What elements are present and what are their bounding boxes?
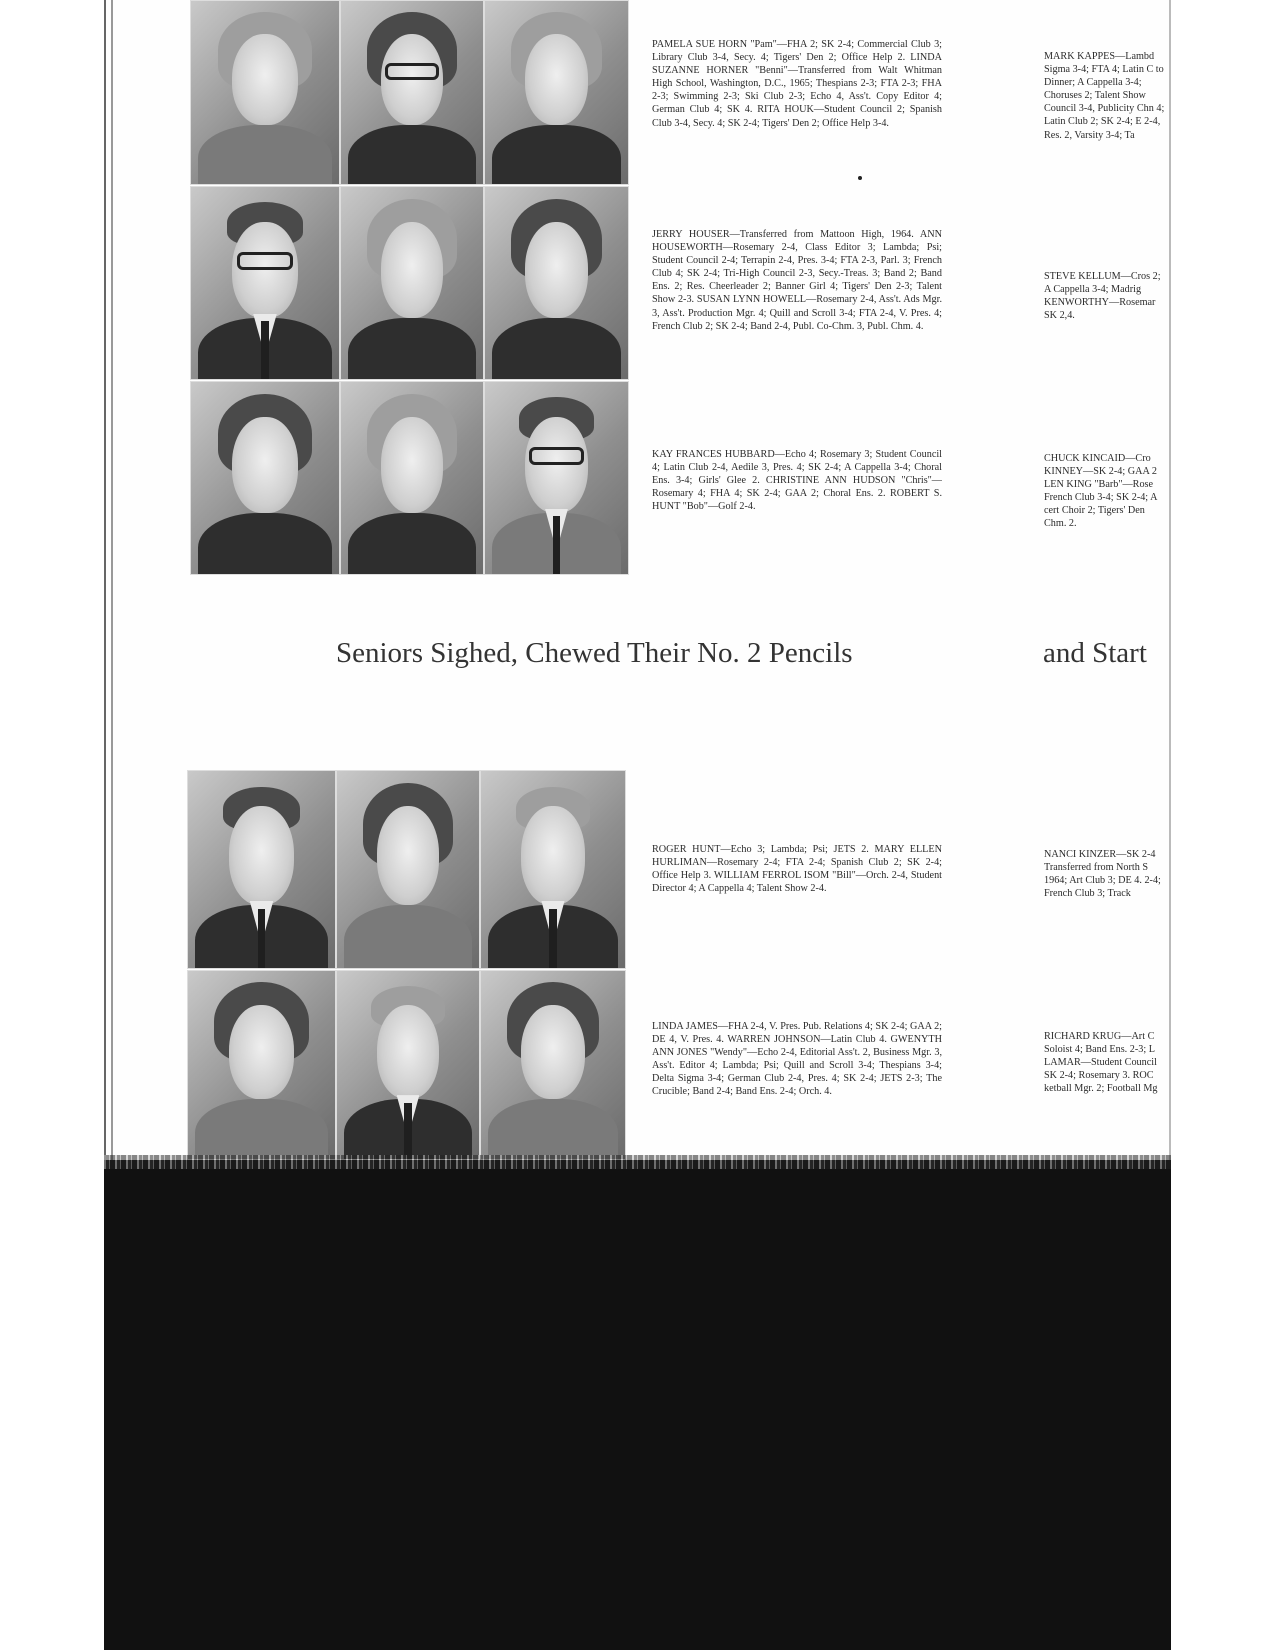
bio-kincaid-partial: CHUCK KINCAID—Cro KINNEY—SK 2-4; GAA 2 LEN KING "Barb"—Rose French Club 3-4; SK 2-4; A cert Choir 2; Tigers' Den Chm. 2. — [1044, 453, 1157, 530]
bio-horn-horner-houk: PAMELA SUE HORN "Pam"—FHA 2; SK 2-4; Commercial Club 3; Library Club 3-4, Secy. 4; Tigers' Den 2; Office Help 2. LINDA SUZANNE HORNER "Benni"—Transferred from Walt Whitman High School, Washington, D.C., 1965; Thespians 2-3; FTA 2-3; FHA 2-3; Swimming 2-3; Ski Club 2-3; Echo 4, Ass't. Copy Editor 4; German Club 4; SK 4. RITA HOUK—Student Council 2; Spanish Club 3-4, Secy. 4; SK 2-4; Tigers' Den 2; Office Help 3-4. — [652, 39, 942, 129]
scan-edge-noise — [104, 1155, 1171, 1169]
portrait-pamela-horn — [190, 0, 340, 185]
bio-kinzer-partial: NANCI KINZER—SK 2-4 Transferred from North S 1964; Art Club 3; DE 4. 2-4; French Club 3; Track — [1044, 849, 1161, 900]
page-spine-left — [104, 0, 106, 1160]
portrait-jerry-houser — [190, 186, 340, 380]
bio-hunt-hurliman-isom: ROGER HUNT—Echo 3; Lambda; Psi; JETS 2. MARY ELLEN HURLIMAN—Rosemary 2-4; FTA 2-4; Spanish Club 2; SK 2-4; Office Help 3. WILLIAM FERROL ISOM "Bill"—Orch. 2-4, Student Director 4; A Cappella 4; Talent Show 2-4. — [652, 844, 942, 895]
portrait-william-isom — [480, 770, 626, 969]
portrait-rita-houk — [484, 0, 629, 185]
bio-james-johnson-jones: LINDA JAMES—FHA 2-4, V. Pres. Pub. Relations 4; SK 2-4; GAA 2; DE 4, V. Pres. 4. WARREN JOHNSON—Latin Club 4. GWENYTH ANN JONES "Wendy"—Echo 2-4, Editorial Ass't. 2, Business Mgr. 3, Ass't. Editor 4; Lambda; Psi; Quill and Scroll 3-4; Thespians 3-4; Delta Sigma 3-4; German Club 2-4, Pres. 4; SK 2-4; JETS 2-3; The Crucible; Band 2-4; Band Ens. 2-4; Orch. 4. — [652, 1021, 942, 1098]
bio-kappes-partial: MARK KAPPES—Lambd Sigma 3-4; FTA 4; Latin C to Dinner; A Cappella 3-4; Choruses 2; Talent Show Council 3-4, Publicity Chn 4; Latin Club 2; SK 2-4; E 2-4, Res. 2, Varsity 3-4; Ta — [1044, 51, 1165, 141]
bio-kellum-partial: STEVE KELLUM—Cros 2; A Cappella 3-4; Madrig KENWORTHY—Rosemar SK 2,4. — [1044, 271, 1161, 322]
page-spine-right — [1169, 0, 1171, 1160]
bio-krug-partial: RICHARD KRUG—Art C Soloist 4; Band Ens. 2-3; L LAMAR—Student Council SK 2-4; Rosemary 3. ROC ketball Mgr. 2; Football Mg — [1044, 1031, 1158, 1095]
page-spine-inner — [111, 0, 113, 1160]
headline-left: Seniors Sighed, Chewed Their No. 2 Pencils — [336, 637, 853, 669]
portrait-christine-hudson — [340, 381, 484, 575]
portrait-susan-howell — [484, 186, 629, 380]
portrait-linda-horner — [340, 0, 484, 185]
portrait-warren-johnson — [336, 970, 480, 1160]
bio-houser-houseworth-howell: JERRY HOUSER—Transferred from Mattoon High, 1964. ANN HOUSEWORTH—Rosemary 2-4, Class Editor 3; Lambda; Psi; Student Council 2-4; Terrapin 2-4, Pres. 3-4; FTA 2-3, Parl. 3; French Club 4; SK 2-4; Tri-High Council 2-3, Secy.-Treas. 3; Band 2; Band Ens. 2; Res. Cheerleader 2; Banner Girl 4; Tigers' Den 2-3; Talent Show 2-3. SUSAN LYNN HOWELL—Rosemary 2-4, Ass't. Ads Mgr. 3, Ass't. Production Mgr. 4; Quill and Scroll 3-4; FTA 2-4, V. Pres. 4; French Club 2; SK 2-4; Band 2-4, Publ. Co-Chm. 3, Publ. Chm. 4. — [652, 229, 942, 332]
portrait-robert-hunt — [484, 381, 629, 575]
scan-black-area — [104, 1160, 1171, 1650]
headline-right: and Start — [1043, 637, 1147, 669]
portrait-linda-james — [187, 970, 336, 1160]
bio-hubbard-hudson-hunt: KAY FRANCES HUBBARD—Echo 4; Rosemary 3; Student Council 4; Latin Club 2-4, Aedile 3, Pres. 4; SK 2-4; A Cappella 3-4; Choral Ens. 3-4; Girls' Glee 2. CHRISTINE ANN HUDSON "Chris"—Rosemary 4; FHA 4; SK 2-4; GAA 2; Choral Ens. 2. ROBERT S. HUNT "Bob"—Golf 2-4. — [652, 449, 942, 513]
portrait-ann-houseworth — [340, 186, 484, 380]
portrait-roger-hunt — [187, 770, 336, 969]
portrait-gwenyth-jones — [480, 970, 626, 1160]
portrait-kay-hubbard — [190, 381, 340, 575]
portrait-mary-ellen-hurliman — [336, 770, 480, 969]
page-dot — [858, 176, 862, 180]
